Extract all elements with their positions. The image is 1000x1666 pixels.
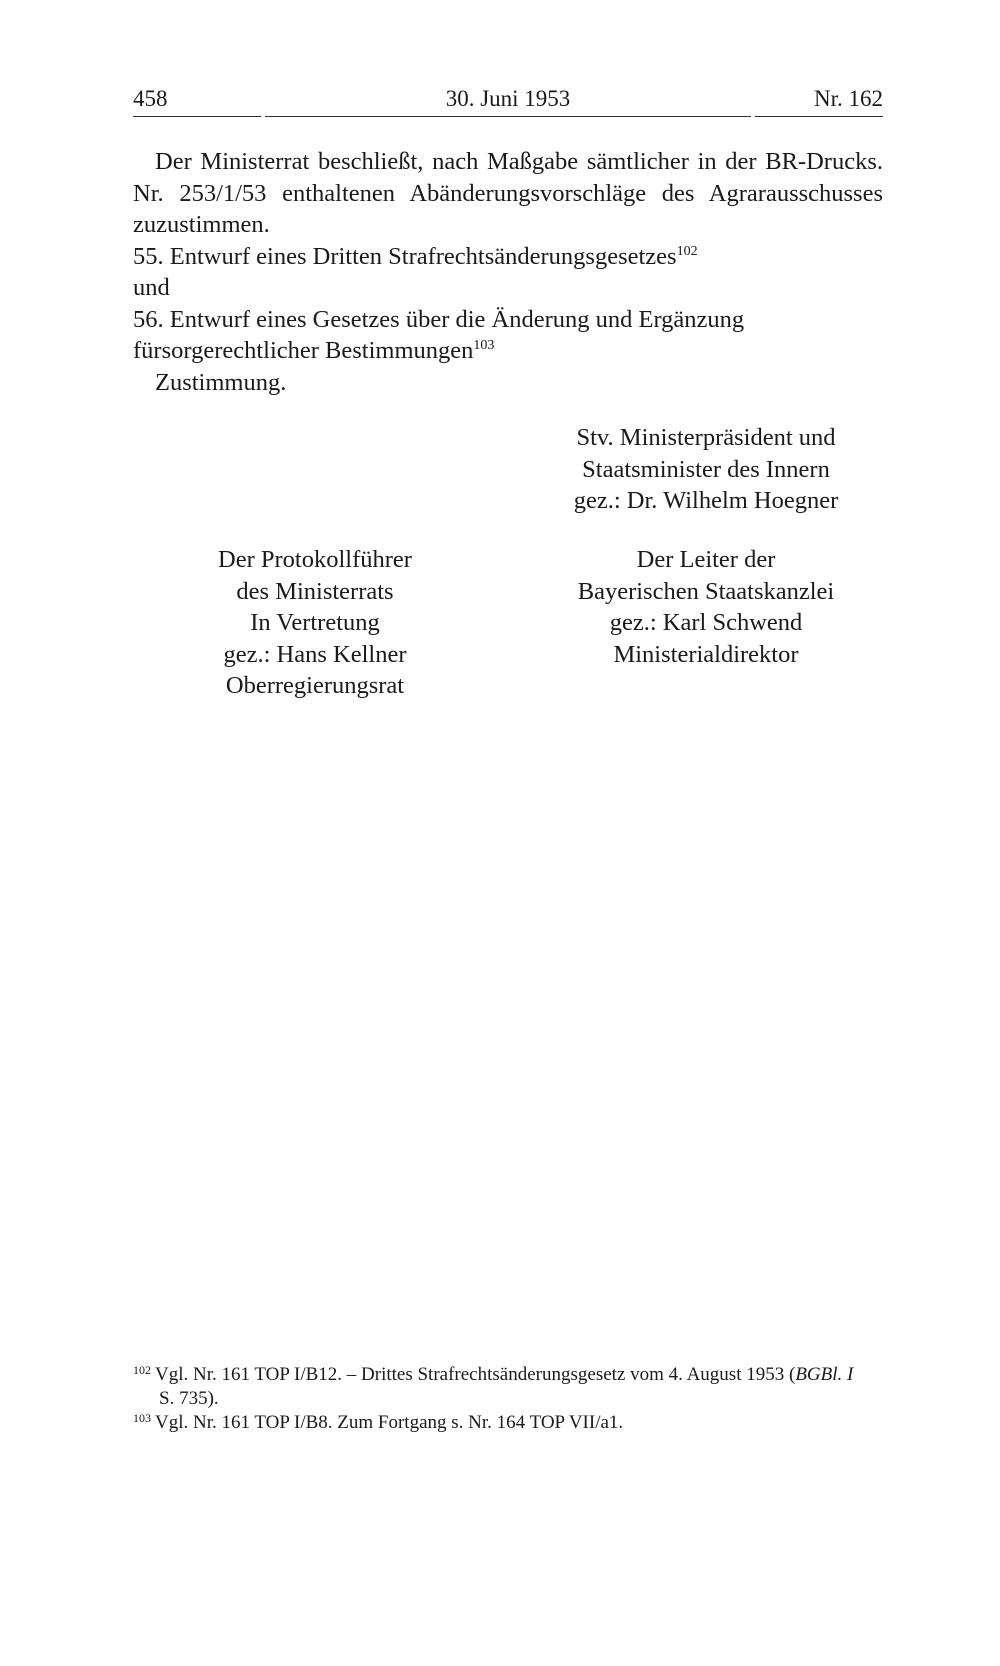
signature-line: In Vertretung	[250, 609, 380, 636]
running-header	[133, 82, 883, 116]
signature-line: Staatsminister des Innern	[582, 455, 830, 483]
signature-line: Der Leiter der	[636, 546, 776, 573]
signature-line: Bayerischen Staatskanzlei	[577, 577, 835, 605]
footnote-ref-102: 102	[676, 243, 698, 259]
signature-line: Ministerialdirektor	[613, 640, 799, 668]
footnote-103	[133, 1411, 883, 1435]
signature-line: Oberregierungsrat	[225, 672, 405, 699]
signature-line: gez.: Hans Kellner	[223, 640, 407, 668]
agenda-item-55	[133, 241, 883, 273]
connector-text: und	[133, 274, 170, 301]
footnote-text: Vgl. Nr. 161 TOP I/B12. – Drittes Strafrechtsänderungsgesetz vom 4. August 1953 (	[155, 1364, 796, 1385]
signature-protocol-recorder	[160, 544, 470, 702]
signature-line: gez.: Karl Schwend	[609, 609, 803, 636]
signature-line: gez.: Dr. Wilhelm Hoegner	[573, 487, 839, 514]
signature-line: Der Protokollführer	[218, 546, 412, 573]
footnote-number: 102	[133, 1363, 151, 1377]
header-rule-left	[133, 116, 261, 117]
footnote-number: 103	[133, 1411, 151, 1425]
signature-chancellery-head	[533, 544, 879, 670]
decision-text: Zustimmung.	[155, 368, 287, 396]
protocol-number: Nr. 162	[814, 86, 883, 111]
footnote-102	[133, 1363, 883, 1387]
body-text	[133, 146, 883, 398]
footnote-citation-italic: BGBl. I	[795, 1364, 854, 1385]
page-number: 458	[133, 86, 168, 111]
signature-line: des Ministerrats	[236, 577, 394, 605]
agenda-item-56	[133, 304, 883, 367]
footnote-ref-103: 103	[473, 338, 495, 353]
footnote-text: Vgl. Nr. 161 TOP I/B8. Zum Fortgang s. Nr. 164 TOP VII/a1.	[155, 1412, 624, 1433]
header-date: 30. Juni 1953	[445, 86, 571, 111]
footnote-102-continuation: S. 735).	[159, 1388, 219, 1409]
agenda-item-56-text: 56. Entwurf eines Gesetzes über die Änderung und Ergänzung fürsorgerechtlicher Bestimmungen	[133, 305, 745, 364]
header-rule-right	[755, 116, 883, 117]
agenda-item-55-text: 55. Entwurf eines Dritten Strafrechtsänderungsgesetzes	[133, 242, 677, 270]
resolution-paragraph: Der Ministerrat beschließt, nach Maßgabe sämtlicher in der BR-Drucks. Nr. 253/1/53 enthaltenen Abänderungsvorschläge des Agrarausschusses zuzustimmen.	[133, 148, 883, 238]
signature-line: Stv. Ministerpräsident und	[576, 424, 836, 451]
header-rule-center	[265, 116, 751, 117]
footnotes	[133, 1363, 883, 1435]
signature-deputy-minister-president	[533, 422, 879, 517]
